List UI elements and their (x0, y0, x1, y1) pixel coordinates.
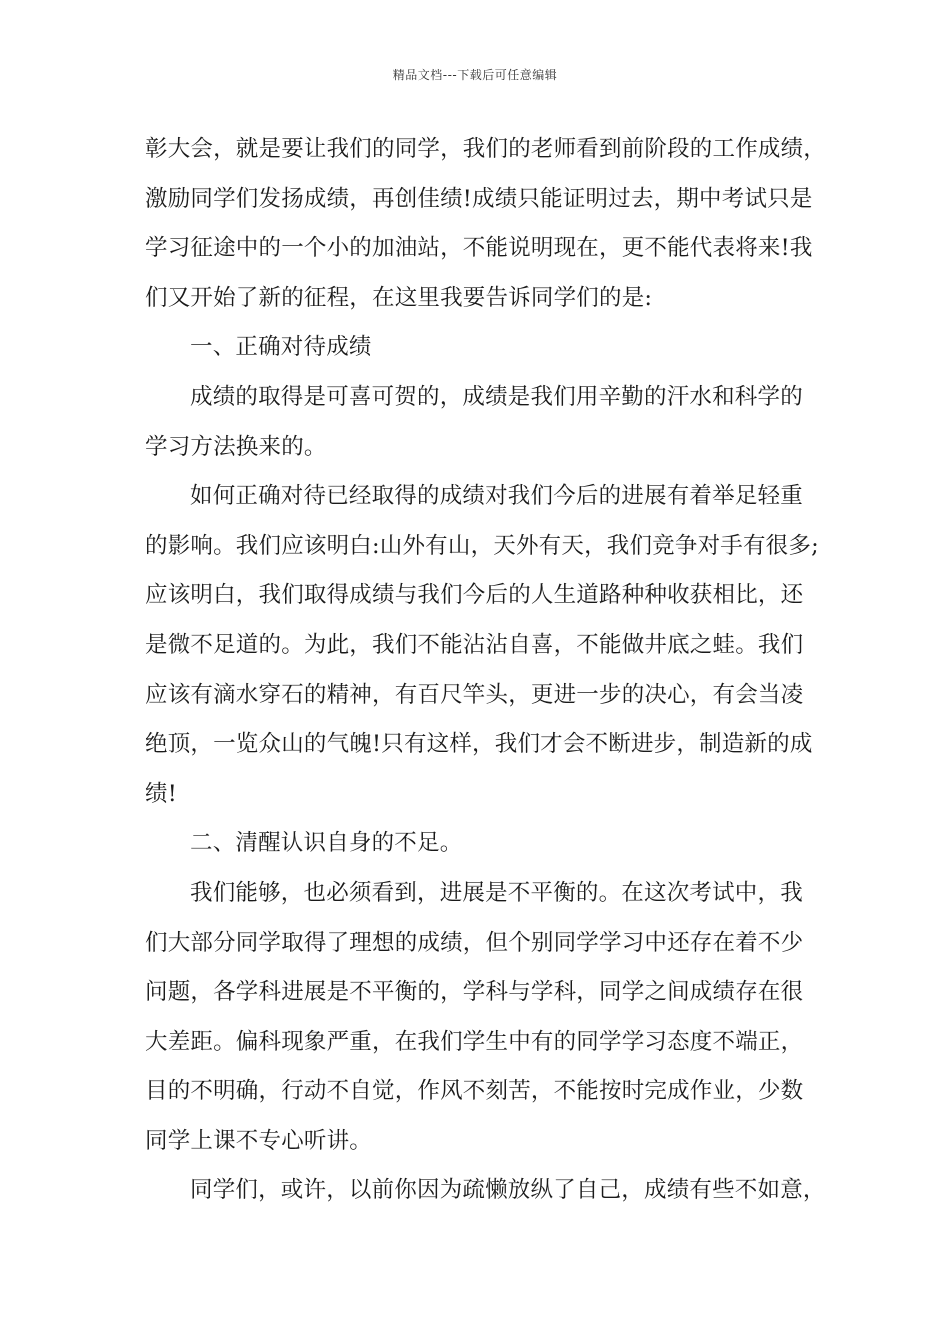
page-header: 精品文档---下载后可任意编辑 (392, 68, 558, 82)
text-line: 我们能够，也必须看到，进展是不平衡的。在这次考试中，我 (190, 879, 803, 906)
section-heading-1: 一、正确对待成绩 (190, 334, 372, 361)
text-line: 彰大会，就是要让我们的同学，我们的老师看到前阶段的工作成绩， (145, 136, 827, 162)
document-body (145, 125, 825, 1216)
text-line: 学习征途中的一个小的加油站，不能说明现在，更不能代表将来!我 (145, 235, 813, 262)
text-line: 绝顶，一览众山的气魄!只有这样，我们才会不断进步，制造新的成 (145, 731, 813, 758)
text-line: 应该有滴水穿石的精神，有百尺竿头，更进一步的决心，有会当凌 (145, 681, 804, 708)
text-line: 绩! (145, 780, 177, 807)
text-line: 大差距。偏科现象严重，在我们学生中有的同学学习态度不端正， (145, 1028, 804, 1055)
text-line: 们又开始了新的征程，在这里我要告诉同学们的是: (145, 284, 653, 311)
text-line: 成绩的取得是可喜可贺的，成绩是我们用辛勤的汗水和科学的 (190, 383, 803, 410)
text-line: 们大部分同学取得了理想的成绩，但个别同学学习中还存在着不少 (145, 929, 804, 956)
text-line: 问题，各学科进展是不平衡的，学科与学科，同学之间成绩存在很 (145, 979, 804, 1006)
text-line: 目的不明确，行动不自觉，作风不刻苦，不能按时完成作业，少数 (145, 1078, 804, 1105)
text-line: 同学上课不专心听讲。 (145, 1127, 373, 1154)
text-line: 学习方法换来的。 (145, 433, 327, 460)
section-heading-2: 二、清醒认识自身的不足。 (190, 830, 463, 857)
text-line: 激励同学们发扬成绩，再创佳绩!成绩只能证明过去，期中考试只是 (145, 185, 813, 212)
text-line: 是微不足道的。为此，我们不能沾沾自喜，不能做井底之蛙。我们 (145, 631, 804, 658)
text-line: 如何正确对待已经取得的成绩对我们今后的进展有着举足轻重 (190, 483, 803, 510)
text-line: 应该明白，我们取得成绩与我们今后的人生道路种种收获相比，还 (145, 582, 804, 609)
text-line: 的影响。我们应该明白:山外有山，天外有天，我们竞争对手有很多; (145, 532, 819, 559)
text-line: 同学们，或许，以前你因为疏懒放纵了自己，成绩有些不如意， (190, 1177, 826, 1204)
